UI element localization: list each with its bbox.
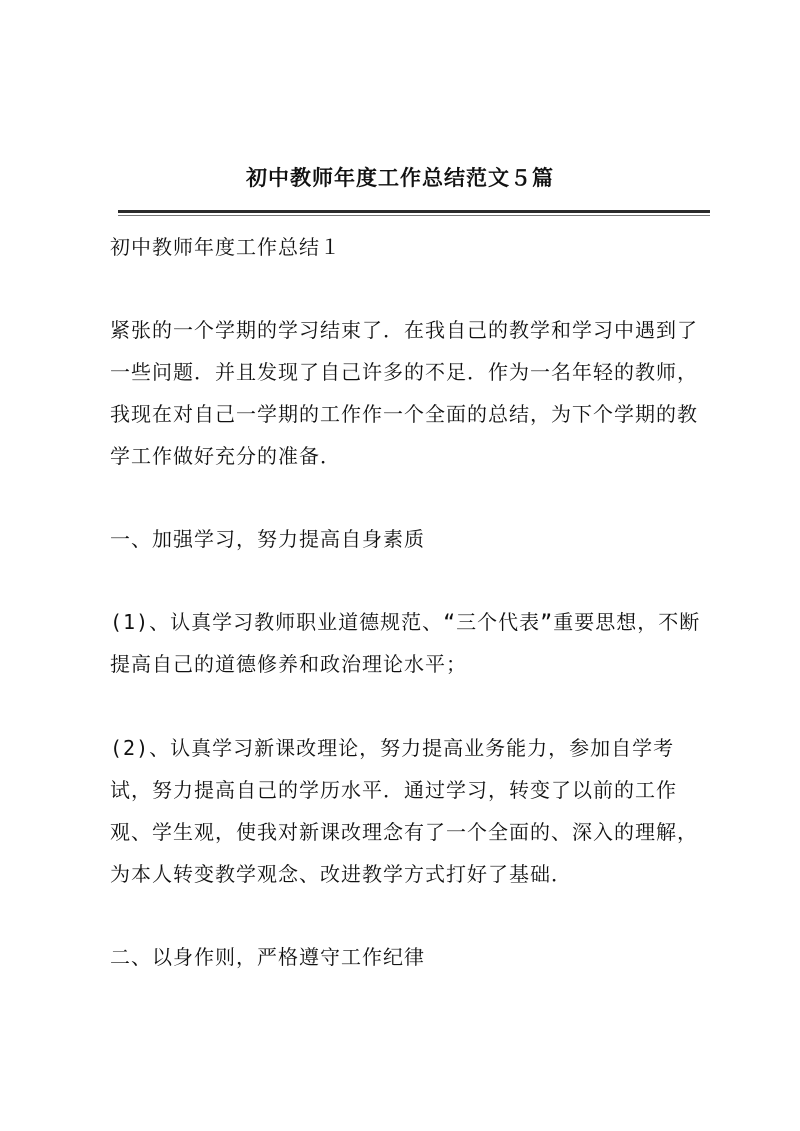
title-divider [118,210,710,213]
title-divider-thin [118,215,710,216]
document-title: 初中教师年度工作总结范文５篇 [246,165,554,190]
section-heading-discipline: 二、以身作则，严格遵守工作纪律 [110,945,425,969]
section-heading-summary-1: 初中教师年度工作总结１ [110,235,341,259]
intro-paragraph: 紧张的一个学期的学习结束了．在我自己的教学和学习中遇到了一些问题．并且发现了自己许多的不足．作为一名年轻的教师，我现在对自己一学期的工作作一个全面的总结，为下个学期的教学工作做好充分的准备． [110,318,698,468]
section-heading-study: 一、加强学习，努力提高自身素质 [110,527,425,551]
study-item-1: (1)、认真学习教师职业道德规范、“三个代表”重要思想，不断提高自己的道德修养和政治理论水平； [110,610,701,676]
study-item-2: (2)、认真学习新课改理论，努力提高业务能力，参加自学考试，努力提高自己的学历水平．通过学习，转变了以前的工作观、学生观，使我对新课改理念有了一个全面的、深入的理解，为本人转变教学观念、改进教学方式打好了基础． [110,736,698,886]
